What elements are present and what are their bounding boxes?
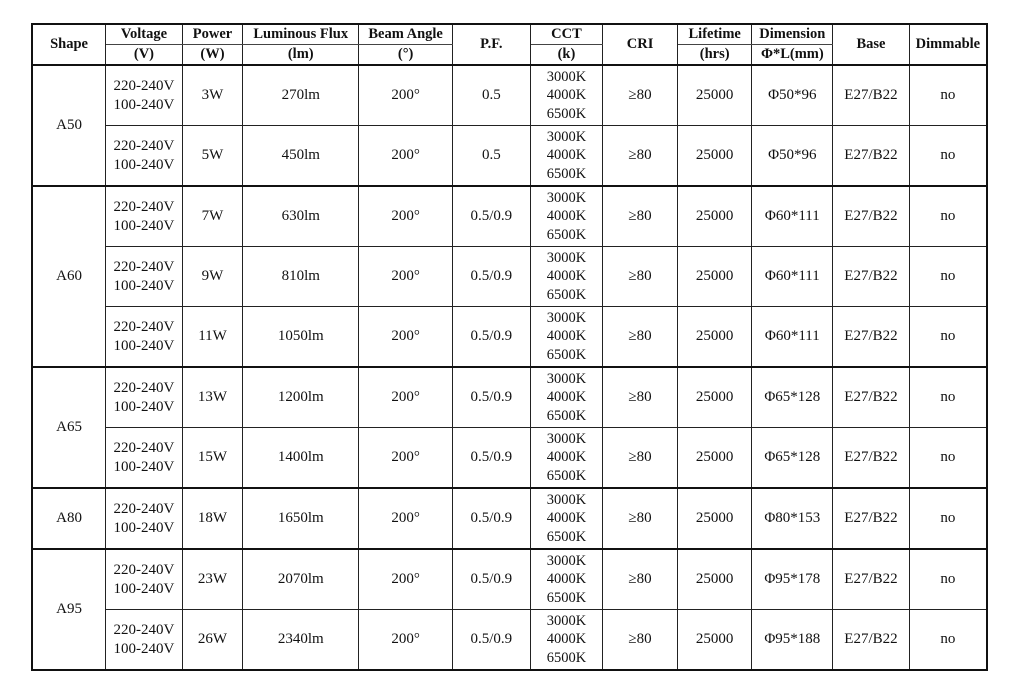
flux-cell: 2340lm	[243, 610, 359, 671]
pf-cell: 0.5/0.9	[453, 367, 531, 428]
flux-cell: 1650lm	[243, 488, 359, 549]
lifetime-cell: 25000	[677, 186, 752, 247]
cri-cell: ≥80	[603, 186, 678, 247]
pf-cell: 0.5/0.9	[453, 186, 531, 247]
lifetime-cell: 25000	[677, 428, 752, 489]
base-cell: E27/B22	[833, 307, 910, 368]
beam-angle-cell: 200°	[359, 428, 453, 489]
base-cell: E27/B22	[833, 549, 910, 610]
cct-line: 4000K	[546, 389, 587, 406]
flux-cell: 1400lm	[243, 428, 359, 489]
beam-angle-cell: 200°	[359, 549, 453, 610]
power-cell: 9W	[182, 247, 243, 307]
voltage-line: 100-240V	[113, 519, 175, 536]
cri-cell: ≥80	[603, 65, 678, 126]
cri-cell: ≥80	[603, 610, 678, 671]
cct-cell	[530, 186, 603, 247]
pf-cell: 0.5/0.9	[453, 247, 531, 307]
power-cell: 26W	[182, 610, 243, 671]
cct-cell	[530, 428, 603, 489]
dimmable-cell: no	[909, 610, 987, 671]
beam-angle-cell: 200°	[359, 610, 453, 671]
header-lifetime: Lifetime	[677, 24, 752, 45]
flux-cell: 450lm	[243, 126, 359, 187]
cri-cell: ≥80	[603, 549, 678, 610]
voltage-line: 100-240V	[113, 217, 175, 234]
lifetime-cell: 25000	[677, 307, 752, 368]
header-power-unit: (W)	[182, 45, 243, 66]
power-cell: 13W	[182, 367, 243, 428]
cct-line: 4000K	[546, 147, 587, 164]
cct-line: 4000K	[546, 87, 587, 104]
voltage-cell	[106, 488, 183, 549]
dimmable-cell: no	[909, 307, 987, 368]
power-cell: 15W	[182, 428, 243, 489]
voltage-cell	[106, 186, 183, 247]
table-row	[32, 488, 987, 549]
cct-cell	[530, 247, 603, 307]
cct-line: 4000K	[546, 631, 587, 648]
dimension-cell: Φ95*188	[752, 610, 833, 671]
voltage-cell	[106, 126, 183, 187]
dimmable-cell: no	[909, 367, 987, 428]
cct-line: 3000K	[546, 128, 587, 145]
cri-cell: ≥80	[603, 488, 678, 549]
beam-angle-cell: 200°	[359, 247, 453, 307]
voltage-line: 220-240V	[113, 500, 175, 517]
cct-line: 3000K	[546, 68, 587, 85]
dimension-cell: Φ50*96	[752, 65, 833, 126]
dimension-cell: Φ65*128	[752, 367, 833, 428]
flux-cell: 1200lm	[243, 367, 359, 428]
flux-cell: 2070lm	[243, 549, 359, 610]
beam-angle-cell: 200°	[359, 307, 453, 368]
cri-cell: ≥80	[603, 126, 678, 187]
voltage-cell	[106, 428, 183, 489]
voltage-line: 220-240V	[113, 77, 175, 94]
table-row	[32, 307, 987, 368]
shape-cell: A50	[32, 65, 106, 186]
cct-cell	[530, 367, 603, 428]
voltage-line: 100-240V	[113, 580, 175, 597]
table-row	[32, 126, 987, 187]
table-row	[32, 610, 987, 671]
header-dimmable: Dimmable	[909, 24, 987, 65]
dimension-cell: Φ65*128	[752, 428, 833, 489]
pf-cell: 0.5/0.9	[453, 549, 531, 610]
shape-cell: A60	[32, 186, 106, 367]
cct-line: 3000K	[546, 249, 587, 266]
cct-line: 3000K	[546, 370, 587, 387]
power-cell: 18W	[182, 488, 243, 549]
dimension-cell: Φ50*96	[752, 126, 833, 187]
header-cct: CCT	[530, 24, 603, 45]
cct-line: 6500K	[546, 407, 587, 424]
table-row	[32, 247, 987, 307]
voltage-line: 220-240V	[113, 137, 175, 154]
base-cell: E27/B22	[833, 126, 910, 187]
header-flux: Luminous Flux	[243, 24, 359, 45]
base-cell: E27/B22	[833, 428, 910, 489]
voltage-line: 100-240V	[113, 156, 175, 173]
header-base: Base	[833, 24, 910, 65]
dimension-cell: Φ95*178	[752, 549, 833, 610]
lifetime-cell: 25000	[677, 65, 752, 126]
cri-cell: ≥80	[603, 367, 678, 428]
header-voltage: Voltage	[106, 24, 183, 45]
power-cell: 7W	[182, 186, 243, 247]
shape-cell: A80	[32, 488, 106, 549]
cri-cell: ≥80	[603, 307, 678, 368]
dimension-cell: Φ60*111	[752, 307, 833, 368]
header-flux-unit: (lm)	[243, 45, 359, 66]
pf-cell: 0.5	[453, 65, 531, 126]
dimension-cell: Φ60*111	[752, 247, 833, 307]
voltage-line: 220-240V	[113, 318, 175, 335]
cct-cell	[530, 307, 603, 368]
cct-line: 3000K	[546, 552, 587, 569]
header-dimension-unit: Φ*L(mm)	[752, 45, 833, 66]
cct-line: 4000K	[546, 449, 587, 466]
voltage-cell	[106, 307, 183, 368]
cct-line: 6500K	[546, 105, 587, 122]
flux-cell: 810lm	[243, 247, 359, 307]
table-row	[32, 428, 987, 489]
power-cell: 23W	[182, 549, 243, 610]
pf-cell: 0.5/0.9	[453, 307, 531, 368]
header-beam-unit: (°)	[359, 45, 453, 66]
voltage-line: 100-240V	[113, 337, 175, 354]
header-beam-angle: Beam Angle	[359, 24, 453, 45]
spec-table	[31, 23, 988, 671]
dimmable-cell: no	[909, 428, 987, 489]
dimmable-cell: no	[909, 186, 987, 247]
pf-cell: 0.5/0.9	[453, 610, 531, 671]
voltage-line: 220-240V	[113, 621, 175, 638]
voltage-line: 220-240V	[113, 258, 175, 275]
cct-line: 4000K	[546, 571, 587, 588]
cct-line: 3000K	[546, 189, 587, 206]
flux-cell: 270lm	[243, 65, 359, 126]
lifetime-cell: 25000	[677, 247, 752, 307]
header-shape: Shape	[32, 24, 106, 65]
beam-angle-cell: 200°	[359, 65, 453, 126]
cct-cell	[530, 126, 603, 187]
dimmable-cell: no	[909, 549, 987, 610]
pf-cell: 0.5/0.9	[453, 428, 531, 489]
cct-line: 6500K	[546, 165, 587, 182]
voltage-cell	[106, 65, 183, 126]
cct-line: 4000K	[546, 208, 587, 225]
table-row	[32, 65, 987, 126]
flux-cell: 1050lm	[243, 307, 359, 368]
voltage-line: 100-240V	[113, 458, 175, 475]
dimmable-cell: no	[909, 126, 987, 187]
beam-angle-cell: 200°	[359, 186, 453, 247]
voltage-cell	[106, 367, 183, 428]
shape-cell: A65	[32, 367, 106, 488]
voltage-line: 220-240V	[113, 379, 175, 396]
lifetime-cell: 25000	[677, 488, 752, 549]
dimension-cell: Φ80*153	[752, 488, 833, 549]
cct-line: 4000K	[546, 328, 587, 345]
cct-line: 3000K	[546, 491, 587, 508]
cct-line: 6500K	[546, 286, 587, 303]
header-pf: P.F.	[453, 24, 531, 65]
cct-cell	[530, 488, 603, 549]
base-cell: E27/B22	[833, 186, 910, 247]
header-lifetime-unit: (hrs)	[677, 45, 752, 66]
header-dimension: Dimension	[752, 24, 833, 45]
cct-cell	[530, 610, 603, 671]
voltage-cell	[106, 610, 183, 671]
cct-line: 6500K	[546, 346, 587, 363]
header-cct-unit: (k)	[530, 45, 603, 66]
header-cri: CRI	[603, 24, 678, 65]
voltage-cell	[106, 247, 183, 307]
header-power: Power	[182, 24, 243, 45]
power-cell: 11W	[182, 307, 243, 368]
header-voltage-unit: (V)	[106, 45, 183, 66]
cct-line: 4000K	[546, 268, 587, 285]
power-cell: 3W	[182, 65, 243, 126]
table-header	[32, 24, 987, 65]
table-row	[32, 549, 987, 610]
cri-cell: ≥80	[603, 247, 678, 307]
dimension-cell: Φ60*111	[752, 186, 833, 247]
dimmable-cell: no	[909, 488, 987, 549]
pf-cell: 0.5	[453, 126, 531, 187]
lifetime-cell: 25000	[677, 549, 752, 610]
voltage-line: 100-240V	[113, 96, 175, 113]
cct-cell	[530, 549, 603, 610]
base-cell: E27/B22	[833, 610, 910, 671]
lifetime-cell: 25000	[677, 610, 752, 671]
cct-line: 4000K	[546, 510, 587, 527]
table-row	[32, 367, 987, 428]
cct-line: 6500K	[546, 528, 587, 545]
beam-angle-cell: 200°	[359, 126, 453, 187]
cct-line: 6500K	[546, 226, 587, 243]
lifetime-cell: 25000	[677, 367, 752, 428]
power-cell: 5W	[182, 126, 243, 187]
voltage-line: 100-240V	[113, 640, 175, 657]
cct-line: 3000K	[546, 430, 587, 447]
base-cell: E27/B22	[833, 247, 910, 307]
table-body	[32, 65, 987, 670]
beam-angle-cell: 200°	[359, 367, 453, 428]
lifetime-cell: 25000	[677, 126, 752, 187]
dimmable-cell: no	[909, 65, 987, 126]
cct-line: 6500K	[546, 649, 587, 666]
cct-line: 6500K	[546, 467, 587, 484]
cct-line: 6500K	[546, 589, 587, 606]
flux-cell: 630lm	[243, 186, 359, 247]
cct-line: 3000K	[546, 612, 587, 629]
header-row-1	[32, 24, 987, 45]
base-cell: E27/B22	[833, 488, 910, 549]
cct-line: 3000K	[546, 309, 587, 326]
cct-cell	[530, 65, 603, 126]
beam-angle-cell: 200°	[359, 488, 453, 549]
voltage-line: 220-240V	[113, 198, 175, 215]
base-cell: E27/B22	[833, 65, 910, 126]
cri-cell: ≥80	[603, 428, 678, 489]
voltage-line: 220-240V	[113, 439, 175, 456]
voltage-cell	[106, 549, 183, 610]
shape-cell: A95	[32, 549, 106, 670]
pf-cell: 0.5/0.9	[453, 488, 531, 549]
table-row	[32, 186, 987, 247]
dimmable-cell: no	[909, 247, 987, 307]
voltage-line: 100-240V	[113, 398, 175, 415]
base-cell: E27/B22	[833, 367, 910, 428]
voltage-line: 220-240V	[113, 561, 175, 578]
voltage-line: 100-240V	[113, 277, 175, 294]
